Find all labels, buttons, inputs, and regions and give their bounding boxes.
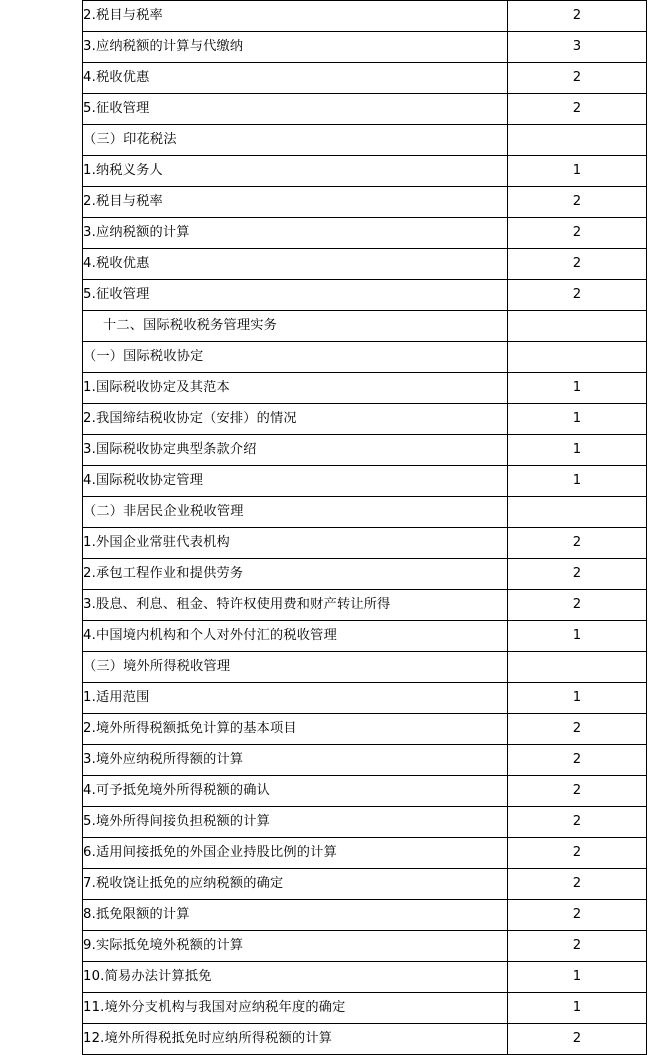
score-cell: 2 [508, 807, 647, 838]
topic-cell: 1.适用范围 [83, 683, 508, 714]
topic-cell: 2.境外所得税额抵免计算的基本项目 [83, 714, 508, 745]
topic-cell: （二）非居民企业税收管理 [83, 497, 508, 528]
score-cell: 2 [508, 714, 647, 745]
score-cell [508, 497, 647, 528]
topic-cell: 3.股息、利息、租金、特许权使用费和财产转让所得 [83, 590, 508, 621]
table-row [83, 528, 647, 559]
topic-cell: 4.可予抵免境外所得税额的确认 [83, 776, 508, 807]
score-cell: 2 [508, 559, 647, 590]
score-cell: 1 [508, 373, 647, 404]
table-row [83, 838, 647, 869]
score-cell: 2 [508, 528, 647, 559]
topic-cell: 4.国际税收协定管理 [83, 466, 508, 497]
table-row [83, 187, 647, 218]
table-row [83, 497, 647, 528]
topic-cell: （三）印花税法 [83, 125, 508, 156]
score-cell: 1 [508, 404, 647, 435]
table-row [83, 590, 647, 621]
score-cell: 2 [508, 745, 647, 776]
table-row [83, 745, 647, 776]
score-cell: 2 [508, 249, 647, 280]
topic-cell: 10.简易办法计算抵免 [83, 962, 508, 993]
score-cell: 2 [508, 590, 647, 621]
score-cell: 2 [508, 838, 647, 869]
score-cell: 2 [508, 900, 647, 931]
topic-cell: 3.应纳税额的计算与代缴纳 [83, 32, 508, 63]
score-cell [508, 311, 647, 342]
topic-cell: 9.实际抵免境外税额的计算 [83, 931, 508, 962]
topic-cell: （一）国际税收协定 [83, 342, 508, 373]
score-cell: 2 [508, 776, 647, 807]
score-cell: 1 [508, 993, 647, 1024]
topic-cell: 3.境外应纳税所得额的计算 [83, 745, 508, 776]
score-cell: 2 [508, 94, 647, 125]
score-cell: 1 [508, 621, 647, 652]
score-cell: 3 [508, 32, 647, 63]
topic-cell: 2.税目与税率 [83, 1, 508, 32]
topic-cell: 11.境外分支机构与我国对应纳税年度的确定 [83, 993, 508, 1024]
table-row [83, 94, 647, 125]
score-cell: 2 [508, 218, 647, 249]
table-row [83, 683, 647, 714]
score-cell: 1 [508, 683, 647, 714]
table-row [83, 993, 647, 1024]
score-cell [508, 652, 647, 683]
score-cell [508, 125, 647, 156]
score-cell: 2 [508, 869, 647, 900]
table-row [83, 125, 647, 156]
syllabus-table [82, 0, 647, 1055]
table-row [83, 435, 647, 466]
topic-cell: 4.税收优惠 [83, 63, 508, 94]
table-row [83, 1024, 647, 1055]
topic-cell: 5.征收管理 [83, 94, 508, 125]
topic-cell: 2.我国缔结税收协定（安排）的情况 [83, 404, 508, 435]
table-row [83, 218, 647, 249]
table-row [83, 466, 647, 497]
table-row [83, 962, 647, 993]
topic-cell: 6.适用间接抵免的外国企业持股比例的计算 [83, 838, 508, 869]
topic-cell: 12.境外所得税抵免时应纳所得税额的计算 [83, 1024, 508, 1055]
score-cell: 2 [508, 63, 647, 94]
score-cell: 2 [508, 187, 647, 218]
table-row [83, 931, 647, 962]
score-cell: 2 [508, 1024, 647, 1055]
topic-cell: 1.外国企业常驻代表机构 [83, 528, 508, 559]
table-row [83, 32, 647, 63]
score-cell: 1 [508, 156, 647, 187]
table-row [83, 807, 647, 838]
topic-cell: 3.国际税收协定典型条款介绍 [83, 435, 508, 466]
table-row [83, 559, 647, 590]
table-row [83, 156, 647, 187]
table-row [83, 869, 647, 900]
topic-cell: 5.境外所得间接负担税额的计算 [83, 807, 508, 838]
topic-cell: （三）境外所得税收管理 [83, 652, 508, 683]
score-cell [508, 342, 647, 373]
topic-cell: 5.征收管理 [83, 280, 508, 311]
score-cell: 2 [508, 931, 647, 962]
table-row [83, 342, 647, 373]
topic-cell: 1.纳税义务人 [83, 156, 508, 187]
table-row [83, 621, 647, 652]
table-row [83, 280, 647, 311]
topic-cell: 8.抵免限额的计算 [83, 900, 508, 931]
table-row [83, 63, 647, 94]
score-cell: 1 [508, 435, 647, 466]
topic-cell: 3.应纳税额的计算 [83, 218, 508, 249]
topic-cell: 十二、国际税收税务管理实务 [83, 311, 508, 342]
table-row [83, 311, 647, 342]
score-cell: 2 [508, 280, 647, 311]
table-row [83, 776, 647, 807]
topic-cell: 4.税收优惠 [83, 249, 508, 280]
score-cell: 1 [508, 466, 647, 497]
table-row [83, 1, 647, 32]
score-cell: 1 [508, 962, 647, 993]
topic-cell: 7.税收饶让抵免的应纳税额的确定 [83, 869, 508, 900]
syllabus-table-body [83, 1, 647, 1055]
table-row [83, 373, 647, 404]
table-row [83, 714, 647, 745]
topic-cell: 2.税目与税率 [83, 187, 508, 218]
topic-cell: 2.承包工程作业和提供劳务 [83, 559, 508, 590]
table-row [83, 652, 647, 683]
table-row [83, 404, 647, 435]
topic-cell: 1.国际税收协定及其范本 [83, 373, 508, 404]
table-row [83, 900, 647, 931]
table-row [83, 249, 647, 280]
score-cell: 2 [508, 1, 647, 32]
topic-cell: 4.中国境内机构和个人对外付汇的税收管理 [83, 621, 508, 652]
